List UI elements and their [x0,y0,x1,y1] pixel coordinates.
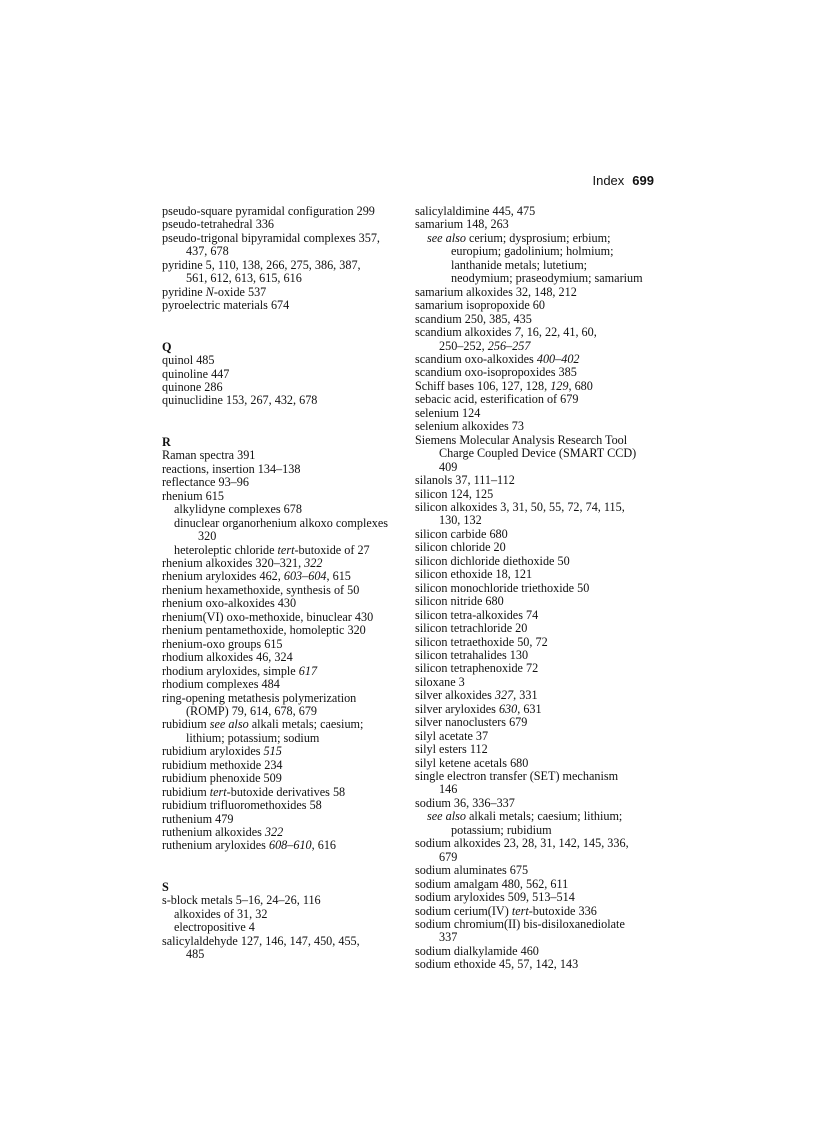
index-entry [415,393,660,406]
entry-text: silicon alkoxides 3, 31, 50, 55, 72, 74, 115, [415,499,625,514]
index-entry [162,584,402,597]
index-entry [415,218,660,231]
entry-text: quinoline 447 [162,366,230,381]
index-entry [415,837,660,850]
index-entry [162,813,402,826]
index-entry [162,638,402,651]
index-entry-continuation [162,705,402,718]
entry-text: s-block metals 5–16, 24–26, 116 [162,893,321,908]
index-entry [162,624,402,637]
entry-text: sodium ethoxide 45, 57, 142, 143 [415,957,579,972]
entry-text: silicon chloride 20 [415,540,506,555]
index-entry [415,878,660,891]
entry-text: alkylidyne complexes 678 [174,502,302,517]
entry-text: reactions, insertion 134–138 [162,461,301,476]
index-entry [415,636,660,649]
entry-text: sodium cerium(IV) [415,903,512,918]
entry-text: ruthenium aryloxides [162,838,269,853]
entry-text: silyl ketene acetals 680 [415,755,529,770]
index-entry [415,205,660,218]
entry-text: siloxane 3 [415,674,465,689]
index-entry [415,770,660,783]
entry-text: scandium oxo-alkoxides [415,351,537,366]
running-header [592,173,654,188]
entry-text: rubidium methoxide 234 [162,757,283,772]
index-entry [162,232,402,245]
index-entry [415,743,660,756]
index-entry [415,716,660,729]
entry-text: silicon tetrahalides 130 [415,647,529,662]
index-entry [162,772,402,785]
entry-text: 679 [439,849,458,864]
index-entry [162,218,402,231]
index-entry [162,651,402,664]
index-entry [415,286,660,299]
index-entry [415,945,660,958]
entry-text: -butoxide derivatives 58 [226,784,346,799]
entry-text: silver nanoclusters 679 [415,715,528,730]
entry-text: rhenium aryloxides 462, [162,569,284,584]
index-subentry [162,908,402,921]
index-subentry-continuation [415,824,660,837]
entry-text: 337 [439,930,458,945]
italic-text: see also [427,230,466,245]
index-entry-continuation [415,931,660,944]
entry-text: lanthanide metals; lutetium; [451,257,588,272]
index-entry-continuation [415,461,660,474]
entry-text: silicon tetraphenoxide 72 [415,661,539,676]
entry-text: rubidium phenoxide 509 [162,771,282,786]
index-column-right [415,205,660,972]
entry-text: 409 [439,459,458,474]
italic-text: tert [511,903,529,918]
entry-text: salicylaldimine 445, 475 [415,204,536,218]
entry-text: rubidium aryloxides [162,744,264,759]
entry-text: sodium 36, 336–337 [415,795,515,810]
entry-text: silicon carbide 680 [415,526,508,541]
italic-text: 322 [304,555,323,570]
index-entry-continuation [415,340,660,353]
entry-text: alkali metals; caesium; [248,717,364,732]
entry-text: 130, 132 [439,513,482,528]
entry-text: ring-opening metathesis polymerization [162,690,357,705]
index-entry [415,958,660,971]
entry-text: reflectance 93–96 [162,475,249,490]
entry-text: silicon ethoxide 18, 121 [415,567,533,582]
index-subentry [162,503,402,516]
entry-text: scandium 250, 385, 435 [415,311,532,326]
entry-text: 561, 612, 613, 615, 616 [186,271,302,286]
entry-text: silicon dichloride diethoxide 50 [415,553,570,568]
entry-text: sodium aluminates 675 [415,863,529,878]
italic-text: 617 [298,663,318,678]
index-entry [162,786,402,799]
index-entry-continuation [415,514,660,527]
entry-text: pyroelectric materials 674 [162,298,290,313]
index-entry [162,935,402,948]
index-subentry [162,544,402,557]
index-entry [162,463,402,476]
italic-text: 608–610 [268,838,312,853]
index-subentry [162,921,402,934]
index-entry [162,665,402,678]
italic-text: see also [427,809,466,824]
entry-text: rubidium trifluoromethoxides 58 [162,798,322,813]
entry-text: salicylaldehyde 127, 146, 147, 450, 455, [162,933,360,948]
index-entry [415,582,660,595]
entry-text: pyridine 5, 110, 138, 266, 275, 386, 387, [162,257,361,272]
index-entry [415,676,660,689]
index-entry [415,380,660,393]
italic-text: 603–604 [283,569,327,584]
entry-text: sodium chromium(II) bis-disiloxanediolate [415,917,625,932]
italic-text: see also [209,717,249,732]
entry-text: lithium; potassium; sodium [186,730,320,745]
index-subentry [415,810,660,823]
index-entry [415,568,660,581]
entry-text: silyl esters 112 [415,742,488,757]
entry-text: potassium; rubidium [451,822,552,837]
index-entry-continuation [162,732,402,745]
entry-text: Schiff bases 106, 127, 128, [415,378,551,393]
entry-text: R [162,434,171,449]
entry-text: pseudo-trigonal bipyramidal complexes 357, [162,230,380,245]
entry-text: (ROMP) 79, 614, 678, 679 [186,703,318,718]
section-letter-heading [162,436,402,449]
entry-text: , 615 [326,569,351,584]
italic-text: 327 [494,688,514,703]
entry-text: sodium alkoxides 23, 28, 31, 142, 145, 336, [415,836,629,851]
entry-text: silicon tetraethoxide 50, 72 [415,634,548,649]
index-entry [415,353,660,366]
entry-text: pseudo-square pyramidal configuration 299 [162,204,375,218]
entry-text: Charge Coupled Device (SMART CCD) [439,446,637,461]
entry-text: neodymium; praseodymium; samarium [451,271,643,286]
index-subentry-continuation [415,259,660,272]
index-entry [415,891,660,904]
entry-text: rhodium aryloxides, simple [162,663,299,678]
index-entry [162,692,402,705]
entry-text: silver aryloxides [415,701,499,716]
entry-text: ruthenium alkoxides [162,825,265,840]
entry-text: samarium 148, 263 [415,217,509,232]
entry-text: rhenium alkoxides 320–321, [162,555,305,570]
index-entry-continuation [162,272,402,285]
entry-text: samarium isopropoxide 60 [415,298,545,313]
entry-text: rhodium complexes 484 [162,677,280,692]
index-entry [162,381,402,394]
entry-text: , 631 [517,701,542,716]
entry-text: Q [162,339,172,354]
index-entry [415,501,660,514]
index-entry [415,703,660,716]
index-entry [162,839,402,852]
index-entry [162,394,402,407]
index-subentry [415,232,660,245]
entry-text: selenium alkoxides 73 [415,419,524,434]
entry-text: rhodium alkoxides 46, 324 [162,650,293,665]
entry-text: quinuclidine 153, 267, 432, 678 [162,393,318,408]
index-entry [162,286,402,299]
index-entry [162,299,402,312]
entry-text: samarium alkoxides 32, 148, 212 [415,284,577,299]
entry-text: rhenium(VI) oxo-methoxide, binuclear 430 [162,609,374,624]
index-entry [162,259,402,272]
index-entry [415,757,660,770]
index-entry [415,420,660,433]
index-entry [415,528,660,541]
italic-text: tert [277,542,295,557]
index-entry [415,407,660,420]
entry-text: -oxide 537 [213,284,267,299]
entry-text: rubidium [162,784,210,799]
index-entry [415,730,660,743]
index-entry [162,799,402,812]
index-entry [415,609,660,622]
entry-text: -butoxide of 27 [294,542,370,557]
index-entry [162,354,402,367]
entry-text: heteroleptic chloride [174,542,278,557]
index-entry [162,570,402,583]
header-label: Index [592,173,625,188]
entry-text: silicon monochloride triethoxide 50 [415,580,590,595]
section-letter-heading [162,341,402,354]
entry-text: rhenium oxo-alkoxides 430 [162,596,297,611]
index-entry [415,689,660,702]
entry-text: quinone 286 [162,379,223,394]
entry-text: rhenium 615 [162,488,224,503]
entry-text: S [162,879,169,894]
entry-text: selenium 124 [415,405,481,420]
index-entry [162,449,402,462]
index-entry [162,894,402,907]
entry-text: cerium; dysprosium; erbium; [465,230,611,245]
entry-text: silver alkoxides [415,688,495,703]
index-entry [415,434,660,447]
index-entry [415,541,660,554]
page-number: 699 [632,173,654,188]
index-entry [415,474,660,487]
entry-text: alkali metals; caesium; lithium; [465,809,623,824]
italic-text: tert [209,784,227,799]
entry-text: europium; gadolinium; holmium; [451,244,614,259]
index-entry-continuation [162,948,402,961]
index-entry [162,826,402,839]
index-entry [415,488,660,501]
entry-text: rhenium hexamethoxide, synthesis of 50 [162,582,360,597]
entry-text: single electron transfer (SET) mechanism [415,769,619,784]
index-entry [415,864,660,877]
index-entry [162,759,402,772]
entry-text: pyridine [162,284,206,299]
entry-text: alkoxides of 31, 32 [174,906,268,921]
index-entry-continuation [415,783,660,796]
entry-text: sodium aryloxides 509, 513–514 [415,890,575,905]
index-column-left [162,205,402,962]
index-subentry [162,517,402,530]
index-entry-continuation [415,851,660,864]
entry-text: pseudo-tetrahedral 336 [162,217,275,232]
entry-text: , 331 [513,688,538,703]
italic-text: N [205,284,214,299]
italic-text: 630 [498,701,518,716]
entry-text: rhenium pentamethoxide, homoleptic 320 [162,623,366,638]
entry-text: 250–252, [439,338,488,353]
index-entry [415,595,660,608]
index-entry [162,597,402,610]
index-entry [162,476,402,489]
index-entry [162,557,402,570]
entry-text: silicon 124, 125 [415,486,494,501]
index-entry [162,678,402,691]
index-entry-continuation [162,245,402,258]
entry-text: electropositive 4 [174,920,255,935]
entry-text: silicon tetrachloride 20 [415,621,528,636]
entry-text: 485 [186,947,205,962]
italic-text: 256–257 [487,338,531,353]
entry-text: scandium alkoxides [415,325,515,340]
entry-text: 437, 678 [186,244,229,259]
entry-text: 146 [439,782,458,797]
index-entry [415,662,660,675]
entry-text: silicon nitride 680 [415,594,504,609]
entry-text: , 616 [311,838,336,853]
italic-text: 7 [514,325,521,340]
entry-text: ruthenium 479 [162,811,234,826]
entry-text: quinol 485 [162,353,215,368]
entry-text: silanols 37, 111–112 [415,473,515,488]
entry-text: 320 [198,529,217,544]
index-entry [415,555,660,568]
entry-text: sebacic acid, esterification of 679 [415,392,579,407]
entry-text: -butoxide 336 [528,903,597,918]
index-entry [162,611,402,624]
index-entry [162,745,402,758]
index-entry [415,313,660,326]
index-entry [162,368,402,381]
index-entry [415,326,660,339]
entry-text: silicon tetra-alkoxides 74 [415,607,539,622]
entry-text: , 680 [568,378,593,393]
index-entry [415,918,660,931]
index-entry [162,205,402,218]
index-entry [162,718,402,731]
entry-text: rubidium [162,717,210,732]
index-subentry-continuation [415,272,660,285]
italic-text: 515 [263,744,282,759]
index-entry-continuation [415,447,660,460]
entry-text: Siemens Molecular Analysis Research Tool [415,432,628,447]
entry-text: Raman spectra 391 [162,448,256,463]
index-entry [415,366,660,379]
entry-text: sodium amalgam 480, 562, 611 [415,876,569,891]
italic-text: 400–402 [536,351,580,366]
index-entry [162,490,402,503]
entry-text: silyl acetate 37 [415,728,489,743]
entry-text: rhenium-oxo groups 615 [162,636,283,651]
index-entry [415,649,660,662]
entry-text: sodium dialkylamide 460 [415,943,539,958]
index-subentry-continuation [415,245,660,258]
index-entry [415,905,660,918]
index-entry [415,797,660,810]
italic-text: 129 [550,378,569,393]
entry-text: dinuclear organorhenium alkoxo complexes [174,515,389,530]
italic-text: 322 [264,825,284,840]
entry-text: scandium oxo-isopropoxides 385 [415,365,577,380]
index-entry [415,299,660,312]
section-letter-heading [162,881,402,894]
index-entry [415,622,660,635]
index-subentry-continuation [162,530,402,543]
entry-text: , 16, 22, 41, 60, [520,325,597,340]
